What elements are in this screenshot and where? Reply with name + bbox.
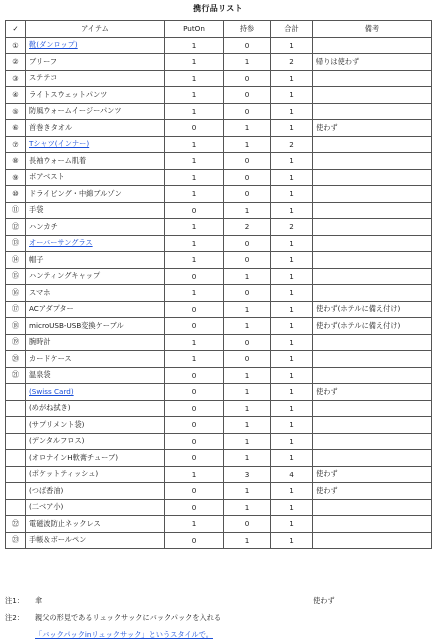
table-row — [6, 186, 432, 203]
row-carry: 0 — [224, 285, 271, 302]
row-put-on: 1 — [165, 153, 224, 170]
table-row — [6, 285, 432, 302]
row-note: 使わず(ホテルに備え付け) — [313, 318, 432, 335]
row-item: (オロナインH軟膏チューブ) — [26, 450, 165, 467]
row-item: microUSB-USB変換ケーブル — [26, 318, 165, 335]
row-put-on: 0 — [165, 532, 224, 549]
row-put-on: 1 — [165, 235, 224, 252]
item-link[interactable]: Tシャツ(インナー) — [29, 139, 90, 149]
row-carry: 1 — [224, 400, 271, 417]
row-item: 防風ウォームイージーパンツ — [26, 103, 165, 120]
table-row — [6, 252, 432, 269]
table-row — [6, 54, 432, 71]
row-mark — [6, 450, 26, 467]
row-item[interactable] — [26, 384, 165, 401]
row-total: 1 — [271, 70, 313, 87]
row-note — [313, 285, 432, 302]
table-row — [6, 367, 432, 384]
row-total: 1 — [271, 87, 313, 104]
row-mark: ⑬ — [6, 235, 26, 252]
row-note: 使わず — [313, 384, 432, 401]
header-item: アイテム — [26, 21, 165, 38]
row-total: 1 — [271, 499, 313, 516]
row-carry: 1 — [224, 301, 271, 318]
row-note — [313, 87, 432, 104]
header-carry: 持参 — [224, 21, 271, 38]
row-item[interactable] — [26, 37, 165, 54]
header-total: 合計 — [271, 21, 313, 38]
row-note: 使わず — [313, 466, 432, 483]
row-mark: ⑥ — [6, 120, 26, 137]
row-put-on: 0 — [165, 367, 224, 384]
table-row — [6, 87, 432, 104]
table-row — [6, 120, 432, 137]
row-note — [313, 153, 432, 170]
row-note — [313, 186, 432, 203]
row-carry: 1 — [224, 136, 271, 153]
table-row — [6, 433, 432, 450]
footnote-1-label: 注1： — [5, 596, 24, 605]
sheet-title: 携行品リスト — [193, 4, 243, 13]
row-put-on: 0 — [165, 433, 224, 450]
row-total: 1 — [271, 516, 313, 533]
row-total: 1 — [271, 301, 313, 318]
item-link[interactable]: (Swiss Card) — [29, 387, 74, 397]
row-mark: ① — [6, 37, 26, 54]
footnote-2-label: 注2： — [5, 613, 24, 622]
row-put-on: 1 — [165, 252, 224, 269]
row-mark: ② — [6, 54, 26, 71]
row-total: 1 — [271, 334, 313, 351]
row-carry: 2 — [224, 219, 271, 236]
row-mark — [6, 483, 26, 500]
table-row — [6, 384, 432, 401]
table-row — [6, 235, 432, 252]
item-link[interactable]: オーバーサングラス — [29, 238, 93, 248]
row-total: 1 — [271, 268, 313, 285]
row-note — [313, 499, 432, 516]
row-total: 2 — [271, 54, 313, 71]
row-total: 1 — [271, 351, 313, 368]
row-mark: ⑳ — [6, 351, 26, 368]
row-put-on: 1 — [165, 87, 224, 104]
row-total: 1 — [271, 252, 313, 269]
row-mark: ⑲ — [6, 334, 26, 351]
row-carry: 0 — [224, 153, 271, 170]
header-put-on: PutOn — [165, 21, 224, 38]
row-note: 使わず(ホテルに備え付け) — [313, 301, 432, 318]
row-put-on: 0 — [165, 318, 224, 335]
table-row — [6, 219, 432, 236]
table-header-row — [6, 21, 432, 38]
footnote-1-status: 使わず — [313, 596, 335, 605]
row-mark: ㉓ — [6, 532, 26, 549]
row-note — [313, 169, 432, 186]
row-carry: 1 — [224, 417, 271, 434]
row-put-on: 0 — [165, 384, 224, 401]
row-total: 1 — [271, 318, 313, 335]
row-mark: ⑯ — [6, 285, 26, 302]
row-carry: 0 — [224, 516, 271, 533]
row-put-on: 1 — [165, 186, 224, 203]
row-mark: ㉑ — [6, 367, 26, 384]
row-mark: ⑧ — [6, 153, 26, 170]
row-put-on: 1 — [165, 136, 224, 153]
table-row — [6, 136, 432, 153]
row-mark — [6, 433, 26, 450]
row-note — [313, 417, 432, 434]
row-put-on: 1 — [165, 516, 224, 533]
row-carry: 0 — [224, 235, 271, 252]
row-item: スマホ — [26, 285, 165, 302]
row-mark: ⑪ — [6, 202, 26, 219]
row-item: 温泉袋 — [26, 367, 165, 384]
row-carry: 1 — [224, 499, 271, 516]
row-total: 1 — [271, 169, 313, 186]
row-carry: 1 — [224, 450, 271, 467]
row-mark: ⑦ — [6, 136, 26, 153]
row-item: ACアダプター — [26, 301, 165, 318]
table-row — [6, 499, 432, 516]
table-row — [6, 417, 432, 434]
row-note: 使わず — [313, 483, 432, 500]
row-carry: 0 — [224, 186, 271, 203]
row-mark: ⑫ — [6, 219, 26, 236]
row-mark: ⑨ — [6, 169, 26, 186]
row-put-on: 1 — [165, 70, 224, 87]
row-note — [313, 37, 432, 54]
row-carry: 1 — [224, 54, 271, 71]
row-carry: 0 — [224, 70, 271, 87]
row-note — [313, 136, 432, 153]
row-item: ハンティングキャップ — [26, 268, 165, 285]
row-put-on: 0 — [165, 450, 224, 467]
row-put-on: 1 — [165, 219, 224, 236]
row-mark: ⑰ — [6, 301, 26, 318]
row-mark — [6, 417, 26, 434]
row-item: (めがね拭き) — [26, 400, 165, 417]
row-carry: 1 — [224, 268, 271, 285]
row-item[interactable] — [26, 136, 165, 153]
row-carry: 1 — [224, 384, 271, 401]
footnote-1-text: 傘 — [35, 596, 43, 605]
row-total: 1 — [271, 417, 313, 434]
table-row — [6, 516, 432, 533]
table-row — [6, 169, 432, 186]
item-link[interactable]: 靴(ダンロップ) — [29, 40, 78, 50]
row-total: 1 — [271, 400, 313, 417]
row-carry: 1 — [224, 433, 271, 450]
row-item: (ポケットティッシュ) — [26, 466, 165, 483]
row-note — [313, 400, 432, 417]
row-put-on: 0 — [165, 202, 224, 219]
row-total: 1 — [271, 37, 313, 54]
row-carry: 1 — [224, 483, 271, 500]
row-note — [313, 516, 432, 533]
row-carry: 1 — [224, 318, 271, 335]
row-carry: 0 — [224, 37, 271, 54]
row-note — [313, 351, 432, 368]
row-put-on: 0 — [165, 400, 224, 417]
row-mark: ⑩ — [6, 186, 26, 203]
row-put-on: 1 — [165, 169, 224, 186]
row-item: 帽子 — [26, 252, 165, 269]
row-total: 1 — [271, 235, 313, 252]
row-item: カードケース — [26, 351, 165, 368]
table-row — [6, 400, 432, 417]
row-total: 1 — [271, 367, 313, 384]
row-item: ハンカチ — [26, 219, 165, 236]
row-mark — [6, 400, 26, 417]
header-note: 備考 — [313, 21, 432, 38]
footnote-2-link[interactable]: 「バックパックinリュックサック」というスタイルで。 — [35, 630, 213, 639]
row-total: 1 — [271, 285, 313, 302]
row-total: 2 — [271, 136, 313, 153]
row-carry: 0 — [224, 103, 271, 120]
row-mark: ③ — [6, 70, 26, 87]
row-total: 1 — [271, 532, 313, 549]
row-carry: 1 — [224, 367, 271, 384]
row-item: ボアベスト — [26, 169, 165, 186]
table-row — [6, 351, 432, 368]
row-note — [313, 70, 432, 87]
row-put-on: 1 — [165, 285, 224, 302]
row-note — [313, 268, 432, 285]
row-total: 1 — [271, 153, 313, 170]
row-mark: ④ — [6, 87, 26, 104]
row-note — [313, 202, 432, 219]
row-mark — [6, 466, 26, 483]
row-mark: ⑱ — [6, 318, 26, 335]
table-row — [6, 37, 432, 54]
row-note — [313, 252, 432, 269]
row-mark: ⑮ — [6, 268, 26, 285]
row-mark: ⑭ — [6, 252, 26, 269]
table-row — [6, 466, 432, 483]
row-item: 腕時計 — [26, 334, 165, 351]
row-carry: 0 — [224, 334, 271, 351]
row-put-on: 0 — [165, 499, 224, 516]
row-total: 1 — [271, 186, 313, 203]
table-row — [6, 483, 432, 500]
header-check: ✓ — [6, 21, 26, 38]
row-put-on: 1 — [165, 466, 224, 483]
row-note — [313, 367, 432, 384]
row-note — [313, 532, 432, 549]
row-item: ステテコ — [26, 70, 165, 87]
row-carry: 0 — [224, 169, 271, 186]
row-put-on: 1 — [165, 103, 224, 120]
row-mark: ⑤ — [6, 103, 26, 120]
table-row — [6, 103, 432, 120]
row-carry: 0 — [224, 351, 271, 368]
row-put-on: 0 — [165, 483, 224, 500]
row-carry: 0 — [224, 252, 271, 269]
row-mark: ㉒ — [6, 516, 26, 533]
row-note: 帰りは使わず — [313, 54, 432, 71]
row-note — [313, 334, 432, 351]
row-item: (サプリメント袋) — [26, 417, 165, 434]
table-row — [6, 268, 432, 285]
row-carry: 0 — [224, 87, 271, 104]
row-note — [313, 219, 432, 236]
row-note — [313, 103, 432, 120]
row-total: 1 — [271, 120, 313, 137]
row-carry: 1 — [224, 202, 271, 219]
row-put-on: 0 — [165, 268, 224, 285]
row-item: ブリーフ — [26, 54, 165, 71]
table-row — [6, 318, 432, 335]
row-total: 2 — [271, 219, 313, 236]
row-total: 1 — [271, 384, 313, 401]
row-total: 1 — [271, 433, 313, 450]
row-mark — [6, 384, 26, 401]
row-note: 使わず — [313, 120, 432, 137]
row-item: 電磁波防止ネックレス — [26, 516, 165, 533]
row-carry: 1 — [224, 120, 271, 137]
row-put-on: 0 — [165, 417, 224, 434]
row-total: 1 — [271, 202, 313, 219]
row-put-on: 1 — [165, 54, 224, 71]
row-note — [313, 433, 432, 450]
row-mark — [6, 499, 26, 516]
row-item: 手袋 — [26, 202, 165, 219]
table-body — [6, 37, 432, 549]
table-row — [6, 532, 432, 549]
row-put-on: 1 — [165, 334, 224, 351]
row-item: ドライビング・中綿ブルゾン — [26, 186, 165, 203]
row-item: (二ベア小) — [26, 499, 165, 516]
table-row — [6, 70, 432, 87]
row-item: (つば香油) — [26, 483, 165, 500]
row-put-on: 0 — [165, 120, 224, 137]
row-put-on: 1 — [165, 37, 224, 54]
row-item: ライトスウェットパンツ — [26, 87, 165, 104]
row-carry: 3 — [224, 466, 271, 483]
row-item: 首巻きタオル — [26, 120, 165, 137]
row-item: (デンタルフロス) — [26, 433, 165, 450]
row-note — [313, 235, 432, 252]
row-note — [313, 450, 432, 467]
table-row — [6, 301, 432, 318]
table-row — [6, 153, 432, 170]
row-total: 1 — [271, 483, 313, 500]
row-total: 1 — [271, 450, 313, 467]
packing-list-table — [5, 20, 432, 549]
table-row — [6, 450, 432, 467]
row-item: 手帳＆ボールペン — [26, 532, 165, 549]
row-item[interactable] — [26, 235, 165, 252]
table-row — [6, 202, 432, 219]
row-total: 1 — [271, 103, 313, 120]
row-item: 長袖ウォーム肌着 — [26, 153, 165, 170]
row-carry: 1 — [224, 532, 271, 549]
table-row — [6, 334, 432, 351]
row-total: 4 — [271, 466, 313, 483]
footnote-2-text: 親父の形見であるリュックサックにバックパックを入れる — [35, 613, 222, 622]
row-put-on: 1 — [165, 351, 224, 368]
row-put-on: 0 — [165, 301, 224, 318]
